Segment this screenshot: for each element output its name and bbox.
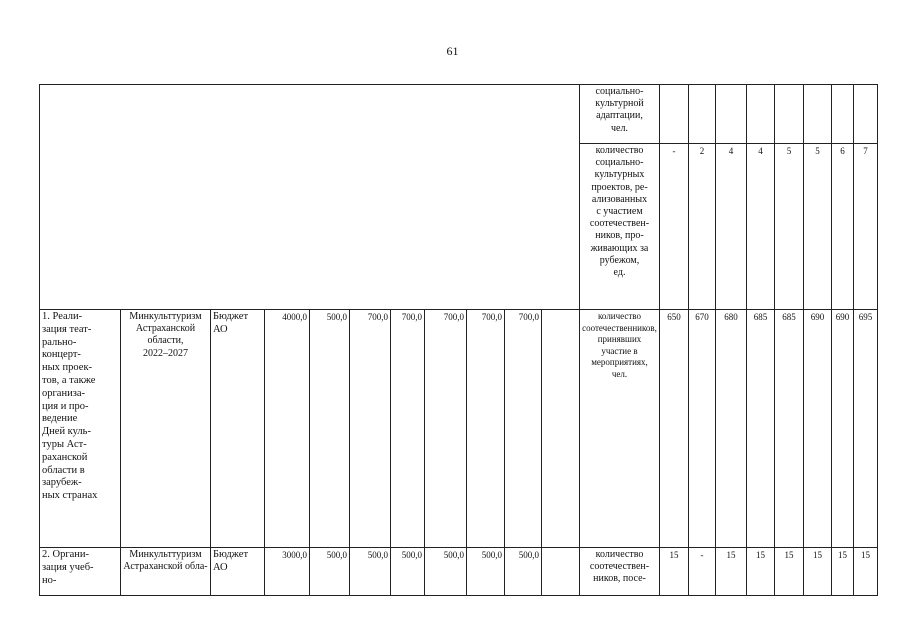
indicator-cell: количество соотечествен- ников, посе- <box>580 548 660 596</box>
value-cell: 15 <box>775 548 804 596</box>
funding-cell: 3000,0 <box>265 548 310 596</box>
funding-cell: 500,0 <box>350 548 391 596</box>
program-table <box>39 84 878 596</box>
funding-cell: 700,0 <box>350 310 391 548</box>
value-cell: 650 <box>660 310 689 548</box>
indicator-cell: количество социально- культурных проектов, ре- ализованных с участием соотечествен- ников, про- живающих за рубежом, ед. <box>580 144 660 310</box>
value-cell: 5 <box>804 144 832 310</box>
value-cell <box>775 85 804 144</box>
empty-cell <box>542 548 580 596</box>
value-cell <box>689 85 716 144</box>
empty-cell <box>542 310 580 548</box>
value-cell: 695 <box>854 310 878 548</box>
funding-cell: 500,0 <box>310 310 350 548</box>
funding-cell: 700,0 <box>505 310 542 548</box>
executor-cell: Минкульттуризм Астраханской обла- <box>121 548 211 596</box>
funding-cell: 500,0 <box>310 548 350 596</box>
value-cell: 690 <box>832 310 854 548</box>
value-cell: 15 <box>747 548 775 596</box>
value-cell: 4 <box>716 144 747 310</box>
value-cell: 6 <box>832 144 854 310</box>
value-cell: 15 <box>854 548 878 596</box>
funding-cell: 500,0 <box>391 548 425 596</box>
value-cell: 15 <box>832 548 854 596</box>
value-cell: 685 <box>775 310 804 548</box>
value-cell: 15 <box>660 548 689 596</box>
value-cell <box>716 85 747 144</box>
executor-cell: Минкульттуризм Астраханской области, 2022–2027 <box>121 310 211 548</box>
value-cell <box>832 85 854 144</box>
funding-cell: 700,0 <box>425 310 467 548</box>
value-cell: - <box>660 144 689 310</box>
funding-cell: 700,0 <box>391 310 425 548</box>
value-cell: 4 <box>747 144 775 310</box>
indicator-cell: социально- культурной адаптации, чел. <box>580 85 660 144</box>
funding-cell: 500,0 <box>505 548 542 596</box>
value-cell: 7 <box>854 144 878 310</box>
funding-cell: 700,0 <box>467 310 505 548</box>
value-cell: 685 <box>747 310 775 548</box>
value-cell <box>804 85 832 144</box>
funding-cell: 500,0 <box>467 548 505 596</box>
funding-cell: 500,0 <box>425 548 467 596</box>
value-cell <box>854 85 878 144</box>
value-cell: 5 <box>775 144 804 310</box>
value-cell: 15 <box>804 548 832 596</box>
value-cell <box>747 85 775 144</box>
value-cell: - <box>689 548 716 596</box>
value-cell: 15 <box>716 548 747 596</box>
value-cell: 680 <box>716 310 747 548</box>
funding-source-cell: Бюджет АО <box>211 310 265 548</box>
event-name-cell: 2. Органи- зация учеб- но- <box>40 548 121 596</box>
value-cell: 690 <box>804 310 832 548</box>
funding-cell: 4000,0 <box>265 310 310 548</box>
value-cell: 670 <box>689 310 716 548</box>
page-number: 61 <box>446 44 459 58</box>
value-cell <box>660 85 689 144</box>
funding-source-cell: Бюджет АО <box>211 548 265 596</box>
indicator-cell: количество соотечественников, принявших участие в мероприятиях, чел. <box>580 310 660 548</box>
value-cell: 2 <box>689 144 716 310</box>
event-name-cell: 1. Реали- зация теат- рально- концерт- ных проек- тов, а также организа- ция и про- ведение Дней куль- туры Аст- раханской области в зарубеж- ных странах <box>40 310 121 548</box>
blank-top-area <box>40 85 580 310</box>
